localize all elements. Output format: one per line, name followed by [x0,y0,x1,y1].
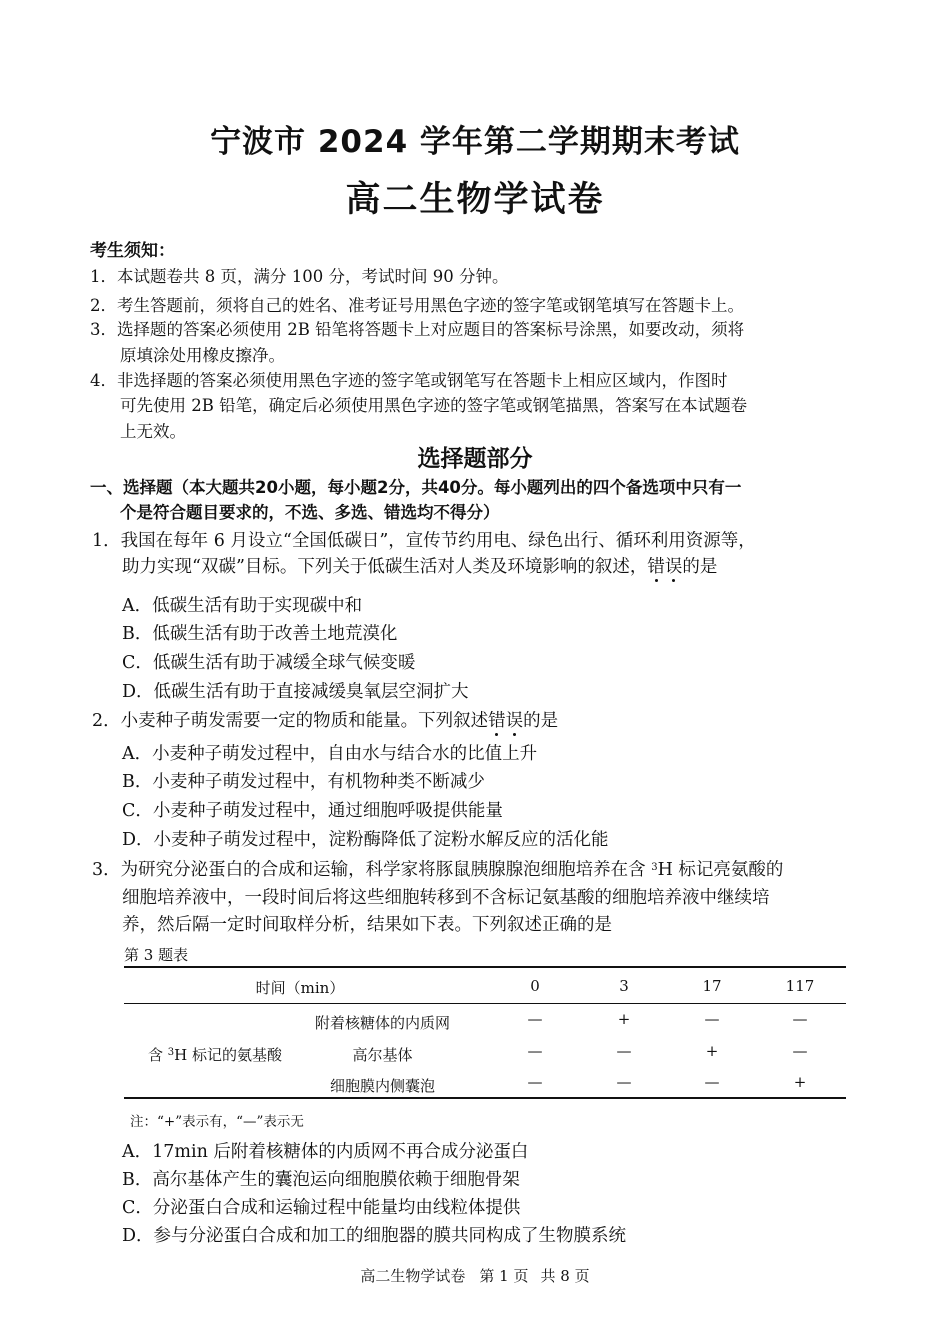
q2-emph-char-1: 错 [488,711,506,731]
table-time-17: 17 [702,977,722,995]
table-row-label-golgi: 高尔基体 [352,1046,413,1064]
q2-stem [92,707,558,732]
part-instructions-line-1: 一、选择题（本大题共20小题，每小题2分，共40分。每小题列出的四个备选项中只有一 [90,478,742,497]
q3-table-note: 注：“+”表示有，“—”表示无 [130,1114,304,1130]
table-group-label-pre: 含 [147,1046,168,1064]
table-cell: — [616,1073,632,1091]
q1-stem-text: 助力实现“双碳”目标。下列关于低碳生活对人类及环境影响的叙述， [122,557,648,577]
notice-line-4: 4．非选择题的答案必须使用黑色字迹的签字笔或钢笔写在答题卡上相应区域内，作图时 [90,371,728,390]
page-footer [0,1265,950,1286]
q3-stem-line-2: 细胞培养液中，一段时间后将这些细胞转移到不含标记氨基酸的细胞培养液中继续培 [122,888,770,908]
q1-option-c: C．低碳生活有助于减缓全球气候变暖 [122,653,416,673]
table-group-label-post: H 标记的氨基酸 [174,1046,282,1064]
q3-table-caption: 第 3 题表 [124,946,189,964]
table-cell: + [705,1042,719,1060]
q1-stem-line-2 [122,553,717,578]
footer-subject: 高二生物学试卷 [360,1267,466,1285]
table-time-3: 3 [619,977,629,995]
table-cell: + [793,1073,807,1091]
table-time-header: 时间（min） [255,979,345,997]
q1-stem-line-1: 1．我国在每年 6 月设立“全国低碳日”，宣传节约用电、绿色出行、循环利用资源等， [92,531,756,551]
table-cell: + [617,1010,631,1028]
footer-page: 第 1 页 [479,1267,529,1285]
notice-line-4-cont2: 上无效。 [120,422,186,441]
q3-stem-line-3: 养，然后隔一定时间取样分析，结果如下表。下列叙述正确的是 [122,915,612,935]
notice-line-3-cont: 原填涂处用橡皮擦净。 [120,346,285,365]
table-cell: — [527,1010,543,1028]
q2-stem-end: 的是 [523,711,559,731]
footer-total: 共 8 页 [540,1267,590,1285]
q2-option-b: B．小麦种子萌发过程中，有机物种类不断减少 [122,772,485,792]
q3-option-d: D．参与分泌蛋白合成和加工的细胞器的膜共同构成了生物膜系统 [122,1226,627,1246]
table-mid-rule [124,1003,846,1004]
q2-stem-text: 2．小麦种子萌发需要一定的物质和能量。下列叙述 [92,711,489,731]
part-instructions-line-2: 个是符合题目要求的，不选、多选、错选均不得分） [120,503,500,522]
q1-option-b: B．低碳生活有助于改善土地荒漠化 [122,624,398,644]
table-cell: — [616,1042,632,1060]
exam-subtitle: 高二生物学试卷 [345,180,605,220]
q1-option-a: A．低碳生活有助于实现碳中和 [122,596,363,616]
table-cell: — [792,1010,808,1028]
table-group-label [135,1044,295,1065]
notice-line-3: 3．选择题的答案必须使用 2B 铅笔将答题卡上对应题目的答案标号涂黑，如要改动，须将 [90,320,745,339]
table-top-rule [124,966,846,968]
q3-stem-text-1: 3．为研究分泌蛋白的合成和运输，科学家将豚鼠胰腺腺泡细胞培养在含 [92,860,652,880]
notice-line-2: 2．考生答题前，须将自己的姓名、准考证号用黑色字迹的签字笔或钢笔填写在答题卡上。 [90,296,744,315]
table-bottom-rule [124,1097,846,1099]
table-cell: — [527,1073,543,1091]
q1-emph-char-1: 错 [647,557,665,577]
q3-option-a: A．17min 后附着核糖体的内质网不再合成分泌蛋白 [122,1142,529,1162]
table-time-117: 117 [785,977,815,995]
q2-option-a: A．小麦种子萌发过程中，自由水与结合水的比值上升 [122,744,538,764]
table-group-label-sup: 3 [167,1047,175,1058]
notice-line-1: 1．本试题卷共 8 页，满分 100 分，考试时间 90 分钟。 [90,267,509,286]
table-cell: — [527,1042,543,1060]
q3-option-c: C．分泌蛋白合成和运输过程中能量均由线粒体提供 [122,1198,521,1218]
q3-superscript: 3 [651,862,658,873]
table-cell: — [704,1010,720,1028]
table-row-label-vesicle: 细胞膜内侧囊泡 [329,1077,435,1095]
section-title: 选择题部分 [417,446,533,472]
q1-option-d: D．低碳生活有助于直接减缓臭氧层空洞扩大 [122,682,469,702]
table-time-0: 0 [530,977,540,995]
q3-stem-text-1b: H 标记亮氨酸的 [657,860,784,880]
exam-title: 宁波市 2024 学年第二学期期末考试 [210,124,740,160]
q2-option-d: D．小麦种子萌发过程中，淀粉酶降低了淀粉水解反应的活化能 [122,830,609,850]
notice-heading: 考生须知： [90,241,175,261]
notice-line-4-cont1: 可先使用 2B 铅笔，确定后必须使用黑色字迹的签字笔或钢笔描黑，答案写在本试题卷 [120,396,748,415]
q3-stem-line-1 [92,856,783,881]
table-row-label-er: 附着核糖体的内质网 [314,1014,450,1032]
q3-option-b: B．高尔基体产生的囊泡运向细胞膜依赖于细胞骨架 [122,1170,520,1190]
q1-emph-char-2: 误 [664,557,683,577]
table-cell: — [704,1073,720,1091]
q2-option-c: C．小麦种子萌发过程中，通过细胞呼吸提供能量 [122,801,503,821]
q2-emph-char-2: 误 [505,711,524,731]
table-cell: — [792,1042,808,1060]
q1-stem-end: 的是 [682,557,718,577]
